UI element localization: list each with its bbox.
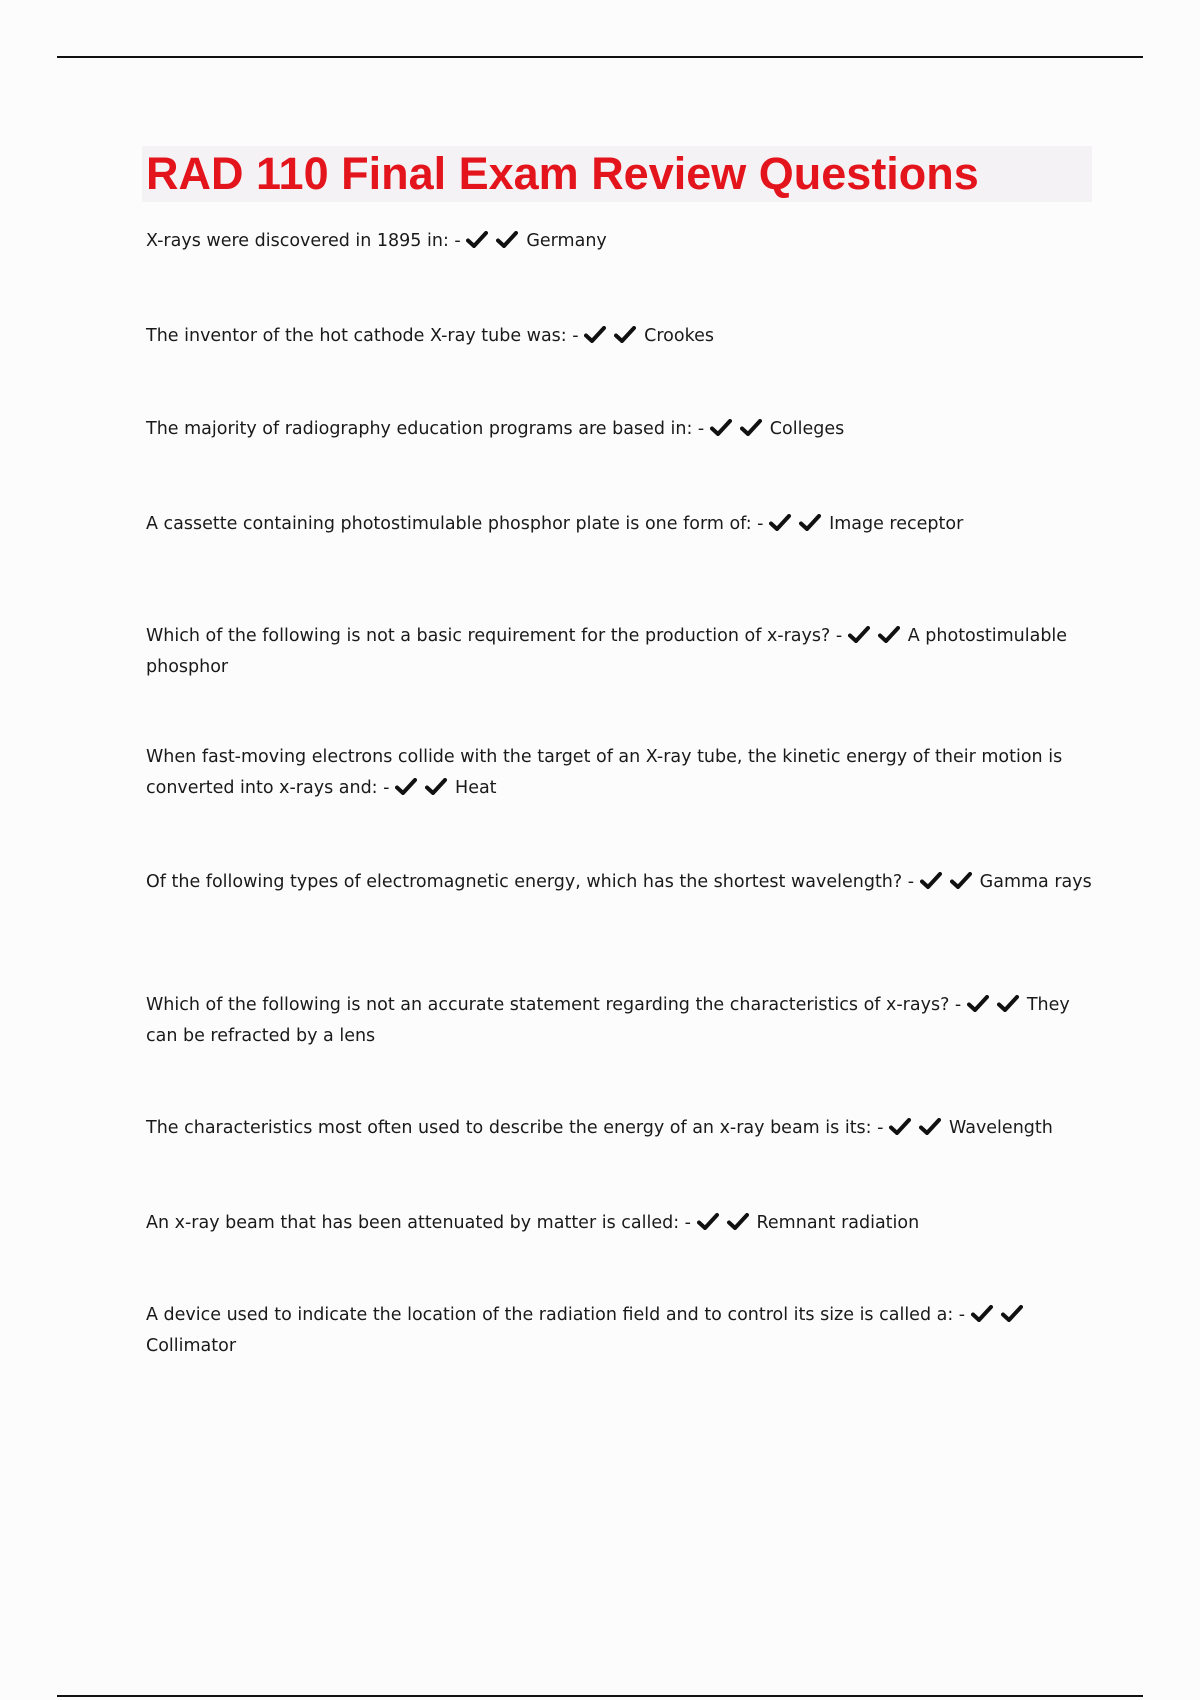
checkmark-icon [799,514,821,531]
bottom-rule [57,1695,1143,1697]
checkmark-icon [1001,1305,1023,1322]
checkmark-icon [496,231,518,248]
checkmark-icon [848,626,870,643]
question-text: The majority of radiography education programs are based in: - [146,419,705,439]
checkmark-icon [740,419,762,436]
qa-item-10 [146,1208,1094,1239]
question-text: X-rays were discovered in 1895 in: - [146,231,461,251]
qa-item-3 [146,414,1094,445]
answer-text: Wavelength [949,1118,1053,1138]
qa-item-2 [146,321,1094,352]
answer-text: Colleges [769,419,845,439]
top-rule [57,56,1143,58]
checkmark-icon [395,778,417,795]
checkmark-icon [425,778,447,795]
qa-item-1 [146,226,1094,257]
answer-text: Remnant radiation [756,1213,920,1233]
checkmark-icon [466,231,488,248]
checkmark-icon [997,995,1019,1012]
qa-item-7 [146,867,1094,898]
question-text: Which of the following is not a basic requirement for the production of x-rays? - [146,626,843,646]
answer-text: Gamma rays [979,872,1092,892]
answer-text: They can be refracted by a lens [146,995,1070,1046]
answer-text: Crookes [644,326,714,346]
answer-text: Heat [455,778,497,798]
qa-item-4 [146,509,1094,540]
question-text: A device used to indicate the location of the radiation field and to control its size is called a: - [146,1305,966,1325]
question-text: Which of the following is not an accurate statement regarding the characteristics of x-rays? - [146,995,962,1015]
answer-text: A photostimulable phosphor [146,626,1068,677]
question-text: The inventor of the hot cathode X-ray tube was: - [146,326,579,346]
qa-item-11 [146,1300,1094,1362]
question-text: A cassette containing photostimulable phosphor plate is one form of: - [146,514,764,534]
checkmark-icon [889,1118,911,1135]
checkmark-icon [878,626,900,643]
question-text: When fast-moving electrons collide with the target of an X-ray tube, the kinetic energy of their motion is converted into x-rays and: - [146,747,1063,798]
answer-text: Collimator [146,1336,237,1356]
answer-text: Germany [526,231,607,251]
qa-item-5 [146,621,1094,683]
checkmark-icon [614,326,636,343]
checkmark-icon [920,872,942,889]
checkmark-icon [967,995,989,1012]
checkmark-icon [727,1213,749,1230]
checkmark-icon [769,514,791,531]
qa-item-6 [146,742,1094,804]
qa-item-8 [146,990,1094,1052]
question-text: Of the following types of electromagnetic energy, which has the shortest wavelength? - [146,872,915,892]
checkmark-icon [697,1213,719,1230]
question-text: An x-ray beam that has been attenuated by matter is called: - [146,1213,691,1233]
answer-text: Image receptor [829,514,964,534]
checkmark-icon [710,419,732,436]
checkmark-icon [950,872,972,889]
question-text: The characteristics most often used to describe the energy of an x-ray beam is its: - [146,1118,884,1138]
checkmark-icon [971,1305,993,1322]
checkmark-icon [919,1118,941,1135]
checkmark-icon [584,326,606,343]
page-title: RAD 110 Final Exam Review Questions [146,148,979,199]
qa-item-9 [146,1113,1094,1144]
